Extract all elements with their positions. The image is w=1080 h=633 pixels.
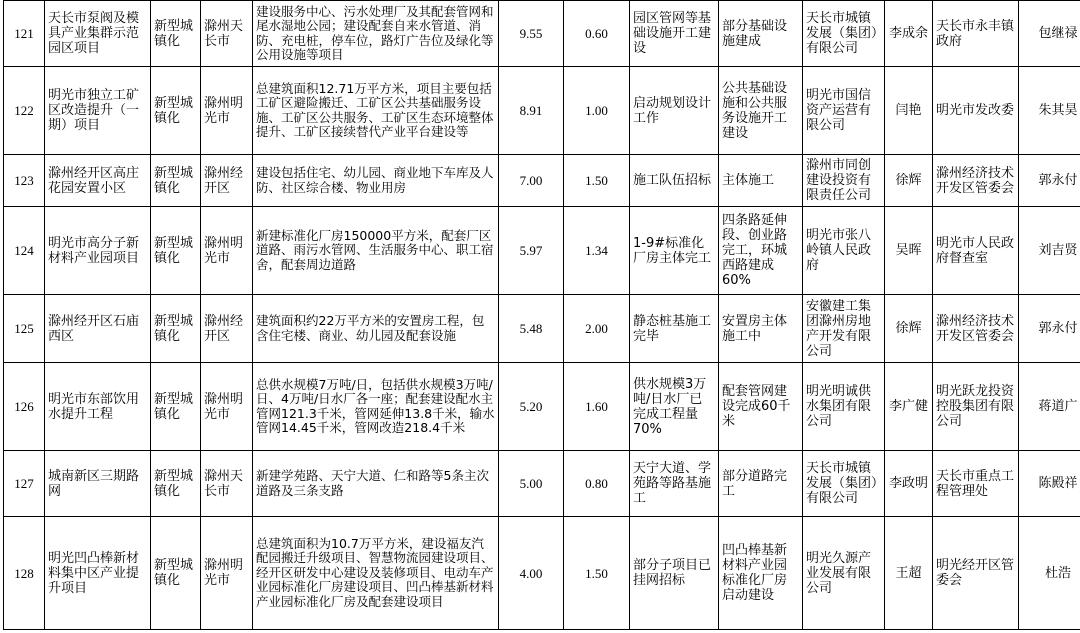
table-row [4, 363, 1080, 451]
responsible-department-cell: 明光市发改委 [933, 67, 1019, 155]
responsible-person-cell: 李成余 [885, 1, 933, 67]
construction-content-cell: 总建筑面积12.71万平方米，项目主要包括工矿区避险搬迁、工矿区公共基础服务设施、工矿区公共服务、工矿区生态环境整体提升、工矿区接续替代产业平台建设等 [253, 67, 499, 155]
row-number-cell: 121 [4, 1, 45, 67]
category-cell: 新型城镇化 [151, 67, 201, 155]
total-investment-cell: 8.91 [499, 67, 564, 155]
annual-investment-cell: 1.50 [564, 517, 630, 630]
location-cell: 滁州明光市 [201, 67, 253, 155]
annual-investment-cell: 1.60 [564, 363, 630, 451]
first-half-target-cell: 施工队伍招标 [630, 155, 719, 207]
category-cell: 新型城镇化 [151, 295, 201, 363]
table-row [4, 67, 1080, 155]
total-investment-cell: 5.00 [499, 451, 564, 517]
annual-target-cell: 安置房主体施工中 [719, 295, 803, 363]
total-investment-cell: 5.48 [499, 295, 564, 363]
responsible-person-cell: 徐辉 [885, 155, 933, 207]
owner-unit-cell: 明光市张八岭镇人民政府 [803, 207, 885, 295]
construction-content-cell: 建设服务中心、污水处理厂及其配套管网和尾水湿地公园；建设配套自来水管道、消防、充电桩，停车位，路灯广告位及绿化等公用设施等项目 [253, 1, 499, 67]
project-name-cell: 滁州经开区高庄花园安置小区 [45, 155, 151, 207]
row-number-cell: 126 [4, 363, 45, 451]
annual-investment-cell: 0.80 [564, 451, 630, 517]
responsible-department-cell: 滁州经济技术开发区管委会 [933, 155, 1019, 207]
annual-target-cell: 四条路延伸段、创业路完工，环城西路建成60% [719, 207, 803, 295]
responsible-official-cell: 朱其昊 [1019, 67, 1080, 155]
project-name-cell: 明光凹凸棒新材料集中区产业提升项目 [45, 517, 151, 630]
row-number-cell: 123 [4, 155, 45, 207]
responsible-department-cell: 滁州经济技术开发区管委会 [933, 295, 1019, 363]
row-number-cell: 127 [4, 451, 45, 517]
project-name-cell: 明光市东部饮用水提升工程 [45, 363, 151, 451]
project-name-cell: 明光市高分子新材料产业园项目 [45, 207, 151, 295]
location-cell: 滁州明光市 [201, 517, 253, 630]
table-body [4, 1, 1080, 630]
table-row [4, 155, 1080, 207]
row-number-cell: 122 [4, 67, 45, 155]
location-cell: 滁州经开区 [201, 295, 253, 363]
responsible-person-cell: 徐辉 [885, 295, 933, 363]
total-investment-cell: 4.00 [499, 517, 564, 630]
category-cell: 新型城镇化 [151, 363, 201, 451]
annual-investment-cell: 0.60 [564, 1, 630, 67]
construction-content-cell: 建设包括住宅、幼儿园、商业地下车库及人防、社区综合楼、物业用房 [253, 155, 499, 207]
responsible-person-cell: 王超 [885, 517, 933, 630]
location-cell: 滁州天长市 [201, 451, 253, 517]
first-half-target-cell: 园区管网等基础设施开工建设 [630, 1, 719, 67]
responsible-official-cell: 包继禄 [1019, 1, 1080, 67]
category-cell: 新型城镇化 [151, 451, 201, 517]
responsible-official-cell: 杜浩 [1019, 517, 1080, 630]
location-cell: 滁州天长市 [201, 1, 253, 67]
category-cell: 新型城镇化 [151, 1, 201, 67]
responsible-official-cell: 陈殿祥 [1019, 451, 1080, 517]
responsible-department-cell: 明光市人民政府督查室 [933, 207, 1019, 295]
table-row [4, 207, 1080, 295]
project-name-cell: 滁州经开区石庙西区 [45, 295, 151, 363]
annual-target-cell: 主体施工 [719, 155, 803, 207]
total-investment-cell: 5.97 [499, 207, 564, 295]
responsible-department-cell: 天长市永丰镇政府 [933, 1, 1019, 67]
row-number-cell: 124 [4, 207, 45, 295]
responsible-official-cell: 蒋道广 [1019, 363, 1080, 451]
location-cell: 滁州明光市 [201, 207, 253, 295]
construction-content-cell: 建筑面积约22万平方米的安置房工程，包含住宅楼、商业、幼儿园及配套设施 [253, 295, 499, 363]
category-cell: 新型城镇化 [151, 517, 201, 630]
table-row [4, 1, 1080, 67]
annual-investment-cell: 1.00 [564, 67, 630, 155]
total-investment-cell: 5.20 [499, 363, 564, 451]
responsible-official-cell: 郭永付 [1019, 155, 1080, 207]
row-number-cell: 125 [4, 295, 45, 363]
annual-investment-cell: 2.00 [564, 295, 630, 363]
annual-target-cell: 部分基础设施建成 [719, 1, 803, 67]
total-investment-cell: 9.55 [499, 1, 564, 67]
responsible-department-cell: 天长市重点工程管理处 [933, 451, 1019, 517]
construction-content-cell: 新建标准化厂房150000平方米，配套厂区道路、雨污水管网、生活服务中心、职工宿舍，配套周边道路 [253, 207, 499, 295]
annual-target-cell: 部分道路完工 [719, 451, 803, 517]
annual-target-cell: 公共基础设施和公共服务设施开工建设 [719, 67, 803, 155]
project-name-cell: 天长市泵阀及模具产业集群示范园区项目 [45, 1, 151, 67]
owner-unit-cell: 滁州市同创建设投资有限责任公司 [803, 155, 885, 207]
owner-unit-cell: 明光市国信资产运营有限公司 [803, 67, 885, 155]
table-row [4, 295, 1080, 363]
category-cell: 新型城镇化 [151, 207, 201, 295]
owner-unit-cell: 天长市城镇发展（集团）有限公司 [803, 451, 885, 517]
first-half-target-cell: 供水规模3万吨/日水厂已完成工程量70% [630, 363, 719, 451]
annual-target-cell: 凹凸棒基新材料产业园标准化厂房启动建设 [719, 517, 803, 630]
construction-content-cell: 总建筑面积为10.7万平方米，建设福友汽配园搬迁升级项目、智慧物流园建设项目、经开区研发中心建设及装修项目、电动车产业园标准化厂房建设项目、凹凸棒基新材料产业园标准化厂房及配套建设项目 [253, 517, 499, 630]
row-number-cell: 128 [4, 517, 45, 630]
responsible-department-cell: 明光经开区管委会 [933, 517, 1019, 630]
responsible-department-cell: 明光跃龙投资控股集团有限公司 [933, 363, 1019, 451]
owner-unit-cell: 安徽建工集团滁州房地产开发有限公司 [803, 295, 885, 363]
responsible-official-cell: 刘吉贤 [1019, 207, 1080, 295]
total-investment-cell: 7.00 [499, 155, 564, 207]
table-row [4, 517, 1080, 630]
annual-investment-cell: 1.34 [564, 207, 630, 295]
responsible-official-cell: 郭永付 [1019, 295, 1080, 363]
first-half-target-cell: 启动规划设计工作 [630, 67, 719, 155]
construction-content-cell: 总供水规模7万吨/日，包括供水规模3万吨/日、4万吨/日水厂各一座；配套建设配水主管网121.3千米，管网延伸13.8千米，输水管网14.45千米，管网改造218.4千米 [253, 363, 499, 451]
first-half-target-cell: 部分子项目已挂网招标 [630, 517, 719, 630]
first-half-target-cell: 1-9#标准化厂房主体完工 [630, 207, 719, 295]
responsible-person-cell: 闫艳 [885, 67, 933, 155]
responsible-person-cell: 李广健 [885, 363, 933, 451]
construction-content-cell: 新建学苑路、天宁大道、仁和路等5条主次道路及三条支路 [253, 451, 499, 517]
annual-target-cell: 配套管网建设完成60千米 [719, 363, 803, 451]
category-cell: 新型城镇化 [151, 155, 201, 207]
table-row [4, 451, 1080, 517]
location-cell: 滁州经开区 [201, 155, 253, 207]
first-half-target-cell: 天宁大道、学苑路等路基施工 [630, 451, 719, 517]
project-table [3, 0, 1080, 630]
responsible-person-cell: 吴晖 [885, 207, 933, 295]
project-name-cell: 明光市独立工矿区改造提升（一期）项目 [45, 67, 151, 155]
first-half-target-cell: 静态桩基施工完毕 [630, 295, 719, 363]
responsible-person-cell: 李政明 [885, 451, 933, 517]
project-name-cell: 城南新区三期路网 [45, 451, 151, 517]
location-cell: 滁州明光市 [201, 363, 253, 451]
annual-investment-cell: 1.50 [564, 155, 630, 207]
owner-unit-cell: 天长市城镇发展（集团）有限公司 [803, 1, 885, 67]
owner-unit-cell: 明光久源产业发展有限公司 [803, 517, 885, 630]
owner-unit-cell: 明光明诚供水集团有限公司 [803, 363, 885, 451]
